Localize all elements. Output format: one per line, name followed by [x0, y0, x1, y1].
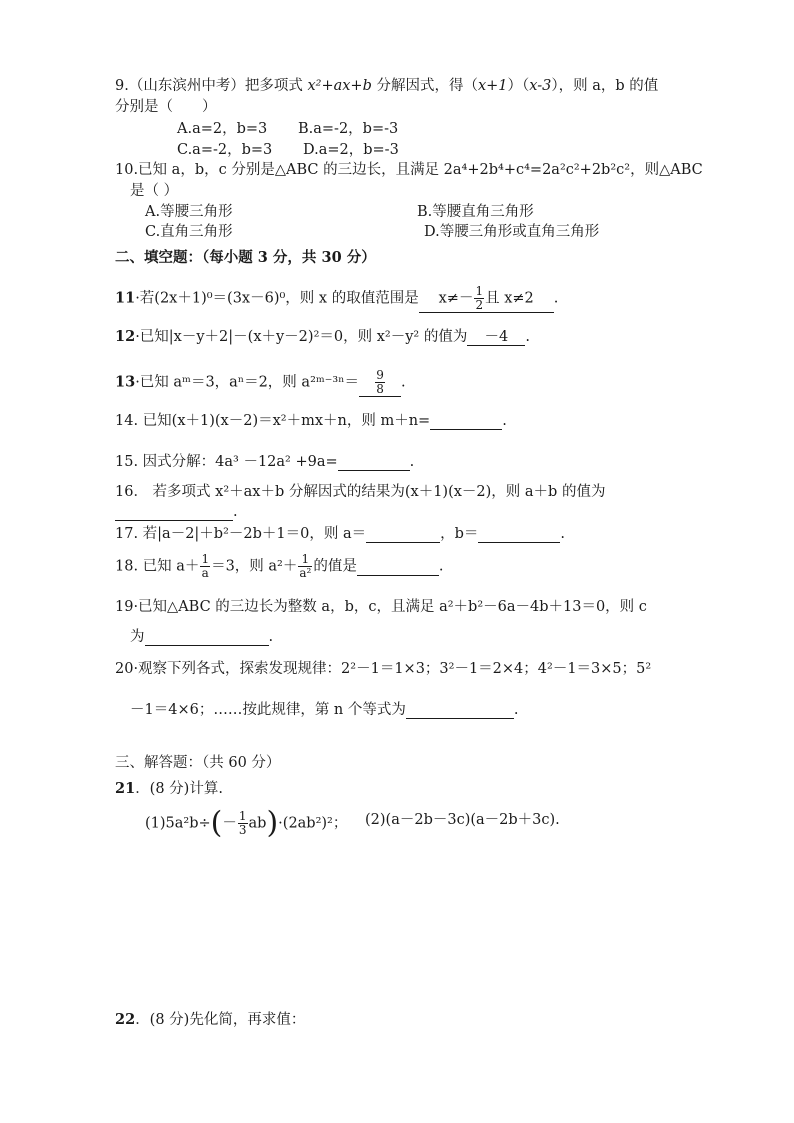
q17-mid: ，b＝ [440, 526, 479, 542]
q18-fraction-2 [298, 553, 312, 580]
q15-period: . [409, 454, 415, 470]
q18-post: 的值是 [313, 558, 357, 575]
q18-mid: ＝3，则 a²＋ [211, 558, 298, 575]
q12-period: . [525, 329, 530, 345]
q15-answer-blank [338, 454, 410, 471]
q9-line1 [115, 76, 658, 96]
q21-fraction [238, 810, 248, 837]
q18-stem: 18. 已知 a＋ [115, 558, 200, 575]
q14-answer-blank [430, 413, 502, 430]
q11-frac-num: 1 [475, 284, 484, 298]
q11-answer-b: 且 x≠2 [485, 290, 534, 307]
q18-f1-num: 1 [201, 552, 210, 566]
q19-answer-blank [145, 629, 269, 646]
q18-answer-blank [357, 559, 439, 576]
q9-option-d: D.a=2，b=-3 [303, 142, 399, 158]
q9-line2: 分别是（ ） [115, 99, 217, 115]
q20-line1: 20·观察下列各式，探索发现规律：2²－1＝1×3；3²－1＝2×4；4²－1＝3×5；5² [115, 661, 652, 677]
q9-stem-b: 分解因式，得（ [371, 78, 478, 94]
q12-answer-blank: －4 [467, 329, 525, 346]
q16-line2 [115, 502, 238, 522]
q10-option-c: C.直角三角形 [145, 224, 233, 240]
q21-p1-post: ·(2ab²)²； [278, 815, 348, 832]
q15-line [115, 452, 414, 472]
q12-stem: ·已知|x－y＋2|－(x＋y－2)²＝0，则 x²－y² 的值为 [135, 329, 468, 345]
q13-fraction [375, 369, 385, 396]
q11-answer-a: x≠－ [438, 290, 474, 307]
q20-stem: －1＝4×6；……按此规律，第 n 个等式为 [130, 702, 406, 718]
q21-frac-den: 3 [238, 823, 247, 837]
q14-line [115, 411, 507, 431]
q20-answer-blank [406, 702, 514, 719]
q19-period: . [268, 629, 274, 645]
q9-option-c: C.a=-2，b=3 [177, 142, 273, 158]
q13-frac-num: 9 [376, 368, 384, 382]
q11-stem: ·若(2x＋1)⁰＝(3x－6)⁰，则 x 的取值范围是 [135, 290, 419, 307]
q18-f2-den: a² [299, 566, 312, 580]
q13-line [115, 369, 406, 397]
section-solve-title: 三、解答题：（共 60 分） [115, 755, 281, 771]
left-paren: ( [210, 805, 223, 841]
q21-frac-num: 1 [238, 809, 247, 823]
q21-p1-ab: ab [248, 815, 267, 832]
q10-option-d: D.等腰三角形或直角三角形 [424, 224, 600, 240]
q10-line2: 是（ ） [130, 183, 179, 199]
q9-mid: ）（ [507, 78, 530, 94]
q12-number: 12 [115, 328, 136, 345]
q13-number: 13 [115, 373, 136, 391]
q21-part1 [145, 805, 348, 841]
q11-line [115, 285, 558, 313]
q9-factor-1: x+1 [477, 78, 508, 94]
q20-line2 [130, 700, 519, 720]
right-paren: ) [266, 805, 279, 841]
q9-polynomial: x²+ax+b [307, 78, 372, 94]
q13-period: . [401, 374, 406, 391]
q18-period: . [438, 558, 444, 575]
q13-answer-blank [359, 369, 401, 397]
q18-f2-num: 1 [298, 553, 312, 567]
q20-period: . [513, 702, 519, 718]
q10-option-a: A.等腰三角形 [145, 204, 233, 220]
q9-stem: （山东滨州中考）把多项式 [128, 78, 308, 94]
q21-number: 21 [115, 780, 136, 797]
q18-f1-den: a [201, 566, 209, 580]
q9-option-a: A.a=2，b=3 [177, 121, 268, 137]
q21-p1-minus: － [222, 815, 237, 832]
q16-answer-blank [115, 504, 233, 521]
q19-stem: 为 [130, 629, 145, 645]
q9-number: 9. [115, 78, 129, 94]
q12-line [115, 327, 530, 347]
q18-fraction-1 [200, 553, 210, 580]
q9-stem-c: ），则 a，b 的值 [551, 78, 659, 94]
q21-head [115, 779, 223, 799]
q10-line1: 10.已知 a，b，c 分别是△ABC 的三边长，且满足 2a⁴+2b⁴+c⁴=2a²c²+2b²c²，则△ABC [115, 162, 703, 178]
q17-answer-b-blank [478, 526, 560, 543]
q17-answer-a-blank [366, 526, 440, 543]
q11-period: . [553, 290, 559, 307]
q11-number: 11 [115, 289, 136, 307]
q19-line1: 19·已知△ABC 的三边长为整数 a，b，c，且满足 a²＋b²－6a－4b＋13＝0，则 c [115, 599, 647, 615]
q13-stem: ·已知 aᵐ＝3，aⁿ＝2，则 a²ᵐ⁻³ⁿ＝ [135, 374, 360, 391]
q10-option-b: B.等腰直角三角形 [417, 204, 534, 220]
q17-stem: 17. 若|a－2|＋b²－2b＋1＝0，则 a＝ [115, 526, 367, 542]
q13-frac-den: 8 [376, 382, 384, 396]
q22-title: ．(8 分)先化简，再求值： [135, 1012, 306, 1028]
q16-line1: 16． 若多项式 x²＋ax＋b 分解因式的结果为(x＋1)(x－2)，则 a＋b 的值为 [115, 484, 606, 500]
q21-title: ．(8 分)计算. [135, 781, 223, 797]
q17-line [115, 524, 565, 544]
q16-period: . [233, 504, 238, 520]
q18-line [115, 553, 443, 580]
q21-p1-pre: (1)5a²b÷ [145, 815, 211, 832]
q11-frac-den: 2 [475, 298, 484, 312]
q14-period: . [502, 413, 507, 429]
q21-part2: (2)(a－2b－3c)(a－2b＋3c). [365, 812, 560, 828]
q9-factor-2: x-3 [529, 78, 552, 94]
q11-fraction [474, 285, 484, 312]
q11-answer-blank [419, 285, 554, 313]
q9-option-b: B.a=-2，b=-3 [298, 121, 399, 137]
q14-stem: 14. 已知(x＋1)(x－2)＝x²＋mx＋n，则 m＋n= [115, 413, 431, 429]
q19-line2 [130, 627, 273, 647]
q15-stem: 15. 因式分解：4a³ －12a² +9a= [115, 454, 338, 470]
q22-number: 22 [115, 1011, 136, 1028]
q17-period: . [560, 526, 566, 542]
section-fill-in-title: 二、填空题：（每小题 3 分，共 30 分） [115, 249, 376, 266]
q22-head [115, 1010, 305, 1030]
